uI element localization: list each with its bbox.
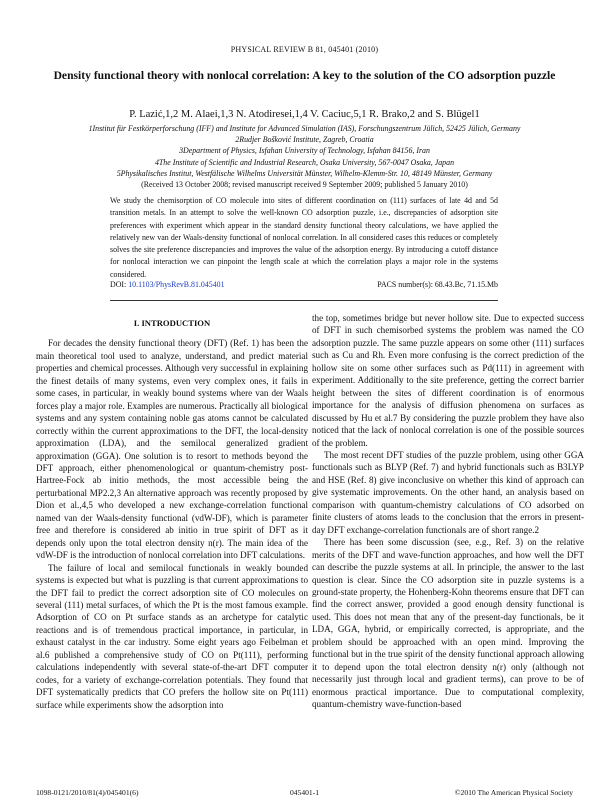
body-paragraph: the top, sometimes bridge but never hollow site. Due to expected success of DFT in such chemisorbed systems the problem was named the CO adsorption puzzle. The same puzzle appears on some other (111) surfaces such as Cu and Rh. Even more confusing is the correct prediction of the hollow site on some other surfaces such as Pd(111) in agreement with experiment. Additionally to the site preference, getting the correct barrier height between the sites of different coordination is of enormous importance for the analysis of diffusion phenomena on surfaces as discussed by Hu et al.7 By considering the puzzle problem they have also noticed that the lack of nonlocal correlation is one of the possible sources of the problem. — [312, 313, 584, 448]
left-column — [36, 317, 308, 711]
footer-issn: 1098-0121/2010/81(4)/045401(6) — [36, 788, 139, 797]
affiliation-3: 3Department of Physics, Isfahan University of Technology, Isfahan 84156, Iran — [179, 146, 430, 156]
body-paragraph: For decades the density functional theory (DFT) (Ref. 1) has been the main theoretical tool used to analyze, understand, and predict material properties and chemical processes. Although very successful in explaining the finest details of many systems, even very complex ones, it fails in some cases, in particular, in weakly bound systems where van der Waals forces play a major role. Examples are numerous. Practically all biological systems and any system containing noble gas atoms cannot be calculated correctly within the current approximations to the DFT, the local-density approximation (LDA), and the semilocal generalized gradient approximation (GGA). One solution is to resort to methods beyond the DFT approach, either phenomenological or quantum-chemistry post-Hartree-Fock ab initio methods, the most accessible being the perturbational MP2.2,3 An alternative approach was recently proposed by Dion et al.,4,5 who developed a new exchange-correlation functional named van der Waals-density functional (vdW-DF), which is parameter free and therefore is considered ab initio in true spirit of DFT as it depends only upon the total electron density n(r). The main idea of the vdW-DF is the introduction of nonlocal correlation into DFT calculations. — [36, 338, 308, 561]
affiliations — [10, 123, 599, 190]
footer-page-number: 045401-1 — [289, 788, 320, 797]
body-paragraph: The failure of local and semilocal functionals in weakly bounded systems is expected but what is puzzling is that current approximations to the DFT fail to predict the correct adsorption site of CO molecules on several (111) metal surfaces, of which the Pt is the most famous example. Adsorption of CO on Pt surface stands as an archetype for catalytic reactions and is of tremendous practical importance, in particular, in exhaust catalyst in the car industry. Some eight years ago Feibelman et al.6 published a comprehensive study of CO on Pt(111), performing calculations independently with several state-of-the-art DFT computer codes, for a variety of exchange-correlation potentials. They found that DFT systematically predicts that CO prefers the hollow site on Pt(111) surface while experiments show the adsorption into — [36, 562, 308, 710]
author-list: P. Lazić,1,2 M. Alaei,1,3 N. Atodiresei,1,4 V. Caciuc,5,1 R. Brako,2 and S. Blügel1 — [129, 109, 480, 120]
abstract-divider — [110, 300, 498, 301]
page-footer — [36, 788, 573, 797]
footer-copyright: ©2010 The American Physical Society — [454, 788, 573, 797]
doi-link[interactable]: 10.1103/PhysRevB.81.045401 — [128, 280, 225, 289]
running-head: PHYSICAL REVIEW B 81, 045401 (2010) — [230, 45, 379, 54]
affiliation-2: 2Rudjer Bošković Institute, Zagreb, Croatia — [235, 135, 374, 145]
body-paragraph: The most recent DFT studies of the puzzle problem, using other GGA functionals such as BLYP (Ref. 7) and hybrid functionals such as B3LYP and HSE (Ref. 8) give inconclusive on whether this kind of approach can give systematic improvements. On the other hand, an analysis based on comparison with quantum-chemistry calculations of CO adsorbed on finite clusters of atoms leads to the conclusion that the errors in present-day DFT exchange-correlation functionals are of short range.2 — [312, 449, 584, 535]
right-column — [312, 312, 584, 711]
section-heading-introduction: I. INTRODUCTION — [133, 318, 211, 328]
received-dates: (Received 13 October 2008; revised manuscript received 9 September 2009; published 5 January 2010) — [141, 180, 468, 190]
affiliation-4: 4The Institute of Scientific and Industrial Research, Osaka University, 567-0047 Osaka, Japan — [154, 157, 455, 167]
abstract: We study the chemisorption of CO molecule into sites of different coordination on (111) surfaces of late 4d and 5d transition metals. In an attempt to solve the well-known CO adsorption puzzle, i.e., discrepancies of adsorption site preferences with experiment which appear in the standard density functional theory calculations, we have applied the relatively new van der Waals-density functional of nonlocal correlation. In all considered cases this reduces or completely solves the site preference discrepancies and improves the value of the adsorption energy. By introducing a cutoff distance for nonlocal interaction we can pinpoint the length scale at which the correlation plays a major role in the systems considered. — [110, 196, 498, 279]
affiliation-1: 1Institut für Festkörperforschung (IFF) and Institute for Advanced Simulation (IAS), Forschungszentrum Jülich, 52425 Jülich, Germany — [88, 124, 521, 133]
doi-pacs-line — [110, 280, 498, 289]
pacs-numbers: PACS number(s): 68.43.Bc, 71.15.Mb — [377, 280, 498, 289]
body-paragraph: There has been some discussion (see, e.g., Ref. 3) on the relative merits of the DFT and wave-function approaches, and how well the DFT can describe the puzzle systems at all. In principle, the answer to the last question is clear. Since the CO adsorption site in puzzle systems is a ground-state property, the Hohenberg-Kohn theorems ensure that DFT can find the correct answer, provided a good enough density functional is used. This does not mean that any of the present-day functionals, be it LDA, GGA, hybrid, or empirically corrected, is appropriate, and the problem should be approached with an open mind. Improving the functional but in the true spirit of the density functional approach allowing it to depend upon the total electron density n(r) only (although not necessarily just through local and gradient terms), can prove to be of enormous practical importance. Due to computational complexity, quantum-chemistry wave-function-based — [312, 537, 584, 710]
doi-label: DOI: — [110, 280, 127, 289]
paper-title: Density functional theory with nonlocal correlation: A key to the solution of the CO adsorption puzzle — [53, 69, 556, 82]
affiliation-5: 5Physikalisches Institut, Westfälische Wilhelms Universität Münster, Wilhelm-Klemm-Str. 10, 48149 Münster, Germany — [116, 168, 493, 178]
